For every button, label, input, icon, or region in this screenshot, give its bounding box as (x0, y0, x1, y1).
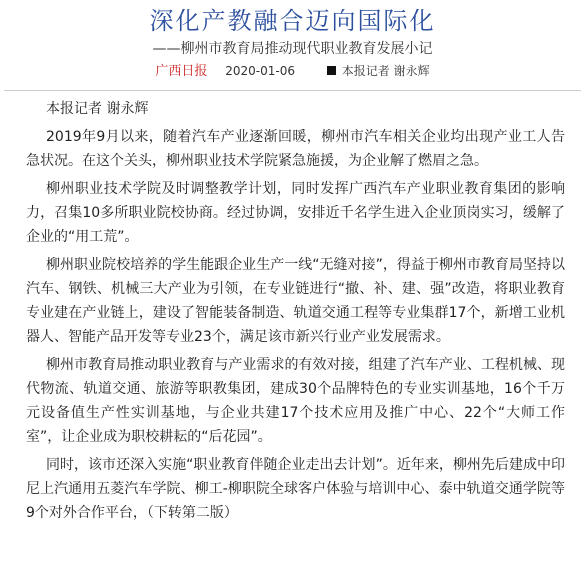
article-subtitle: ——柳州市教育局推动现代职业教育发展小记 (152, 41, 433, 57)
article-title: 深化产教融合迈向国际化 (149, 7, 436, 35)
paragraph-2: 柳州职业技术学院及时调整教学计划，同时发挥广西汽车产业职业教育集团的影响力，召集10多所职业院校协商。经过协调，安排近千名学生进入企业顶岗实习，缓解了企业的“用工荒”。 (26, 181, 565, 245)
paragraph-4: 柳州市教育局推动职业教育与产业需求的有效对接，组建了汽车产业、工程机械、现代物流、轨道交通、旅游等职教集团，建成30个品牌特色的专业实训基地，16个千万元设备值生产性实训基地，与企业共建17个技术应用及推广中心、22个“大师工作室”，让企业成为职校耕耘的“后花园”。 (26, 357, 565, 445)
meta-byline (327, 64, 430, 78)
paragraph-1: 2019年9月以来，随着汽车产业逐渐回暖，柳州市汽车相关企业均出现产业工人告急状况。在这个关头，柳州职业技术学院紧急施援，为企业解了燃眉之急。 (26, 129, 565, 169)
meta-byline-text: 本报记者 谢永辉 (341, 64, 430, 78)
paragraph-5: 同时，该市还深入实施“职业教育伴随企业走出去计划”。近年来，柳州先后建成中印尼上汽通用五菱汽车学院、柳工-柳职院全球客户体验与培训中心、泰中轨道交通学院等9个对外合作平台，（下转第二版） (26, 457, 565, 521)
square-bullet-icon (327, 66, 336, 75)
newspaper-source: 广西日报 (155, 64, 208, 79)
paragraph-3: 柳州职业院校培养的学生能跟企业生产一线“无缝对接”，得益于柳州市教育局坚持以汽车、钢铁、机械三大产业为引领，在专业链进行“撤、补、建、强”改造，将职业教育专业建在产业链上，建设了智能装备制造、轨道交通工程等专业集群17个，新增工业机器人、智能产品开发等专业23个，满足该市新兴行业产业发展需求。 (26, 257, 565, 345)
publish-date: 2020-01-06 (225, 64, 295, 78)
article-body (0, 97, 585, 525)
divider (4, 90, 581, 91)
author-line: 本报记者 谢永辉 (46, 101, 149, 117)
article-meta (0, 60, 585, 82)
